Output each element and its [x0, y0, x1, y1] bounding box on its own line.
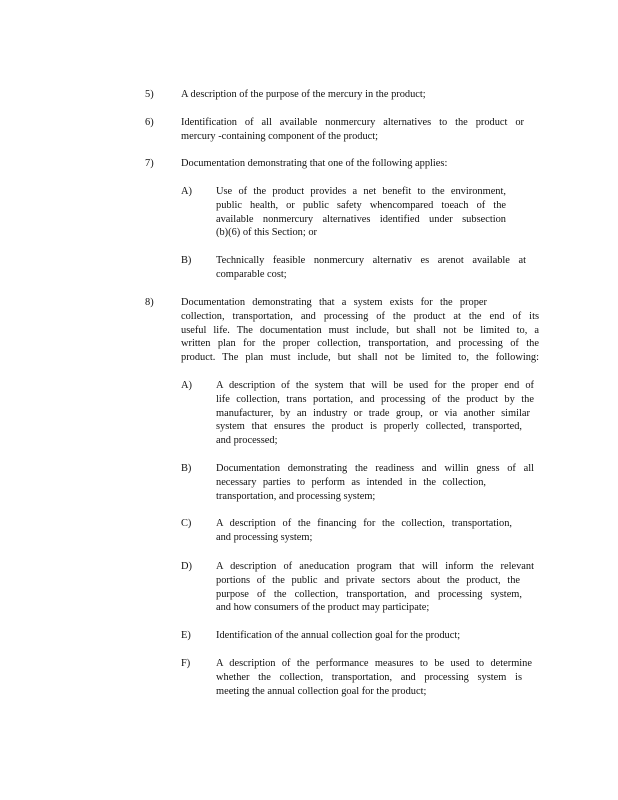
text-line: purpose of the collection, transportation, and processing system,: [216, 588, 522, 600]
subitem-text: [216, 185, 506, 240]
item-number: 6): [145, 117, 154, 128]
subitem-letter: D): [181, 561, 192, 572]
text-line: Identification of the annual collection goal for the product;: [216, 630, 461, 641]
text-line: (b)(6) of this Section; or: [216, 227, 317, 239]
text-line: and processing system;: [216, 531, 313, 543]
subitem-letter: F): [181, 658, 191, 669]
text-line: public health, or public safety whencompared toeach of the: [216, 199, 506, 211]
text-line: and processed;: [216, 435, 278, 447]
text-line: meeting the annual collection goal for the product;: [216, 685, 427, 697]
text-line: Identification of all available nonmercury alternatives to the product or: [181, 117, 524, 128]
text-line: A description of the financing for the collection, transportation,: [216, 518, 512, 529]
subitem-text: [216, 379, 534, 448]
item-number: 5): [145, 89, 154, 100]
text-line: A description of the performance measures to be used to determine: [216, 658, 532, 669]
text-line: Technically feasible nonmercury alternativ es arenot available at: [216, 255, 526, 266]
subitem-text: [216, 657, 532, 698]
subitem-text: [216, 517, 512, 545]
subitem-letter: A): [181, 380, 192, 391]
text-line: comparable cost;: [216, 268, 287, 280]
subitem-letter: B): [181, 255, 192, 266]
subitem-letter: B): [181, 463, 192, 474]
item-text: [181, 296, 539, 365]
text-line: whether the collection, transportation, and processing system is: [216, 671, 522, 683]
text-line: Documentation demonstrating that one of the following applies:: [181, 158, 448, 169]
text-line: useful life. The documentation must include, but shall not be limited to, a: [181, 324, 539, 336]
text-line: system that ensures the product is properly collected, transported,: [216, 421, 522, 433]
text-line: A description of the purpose of the mercury in the product;: [181, 89, 426, 100]
subitem-text: [216, 462, 534, 503]
text-line: mercury -containing component of the product;: [181, 130, 379, 142]
item-text: [181, 116, 524, 144]
subitem-letter: C): [181, 518, 192, 529]
item-text: [181, 88, 481, 102]
text-line: A description of the system that will be used for the proper end of: [216, 380, 534, 391]
text-line: portions of the public and private sectors about the product, the: [216, 574, 520, 586]
subitem-letter: E): [181, 630, 191, 641]
text-line: Documentation demonstrating that a system exists for the proper: [181, 297, 487, 308]
text-line: necessary parties to perform as intended in the collection,: [216, 476, 486, 488]
text-line: available nonmercury alternatives identified under subsection: [216, 213, 506, 225]
text-line: A description of aneducation program that will inform the relevant: [216, 561, 534, 572]
text-line: product. The plan must include, but shall not be limited to, the following:: [181, 352, 539, 364]
text-line: Use of the product provides a net benefit to the environment,: [216, 186, 506, 197]
subitem-text: [216, 254, 526, 282]
subitem-text: [216, 560, 534, 615]
item-text: [181, 157, 491, 171]
subitem-letter: A): [181, 186, 192, 197]
text-line: written plan for the proper collection, transportation, and processing of the: [181, 338, 539, 350]
text-line: manufacturer, by an industry or trade group, or via another similar: [216, 407, 530, 419]
text-line: Documentation demonstrating the readiness and willin gness of all: [216, 463, 534, 474]
text-line: collection, transportation, and processing of the product at the end of its: [181, 310, 539, 322]
text-line: transportation, and processing system;: [216, 490, 376, 502]
text-line: and how consumers of the product may participate;: [216, 602, 430, 614]
subitem-text: [216, 629, 496, 643]
item-number: 7): [145, 158, 154, 169]
item-number: 8): [145, 297, 154, 308]
text-line: life collection, trans portation, and processing of the product by the: [216, 393, 534, 405]
